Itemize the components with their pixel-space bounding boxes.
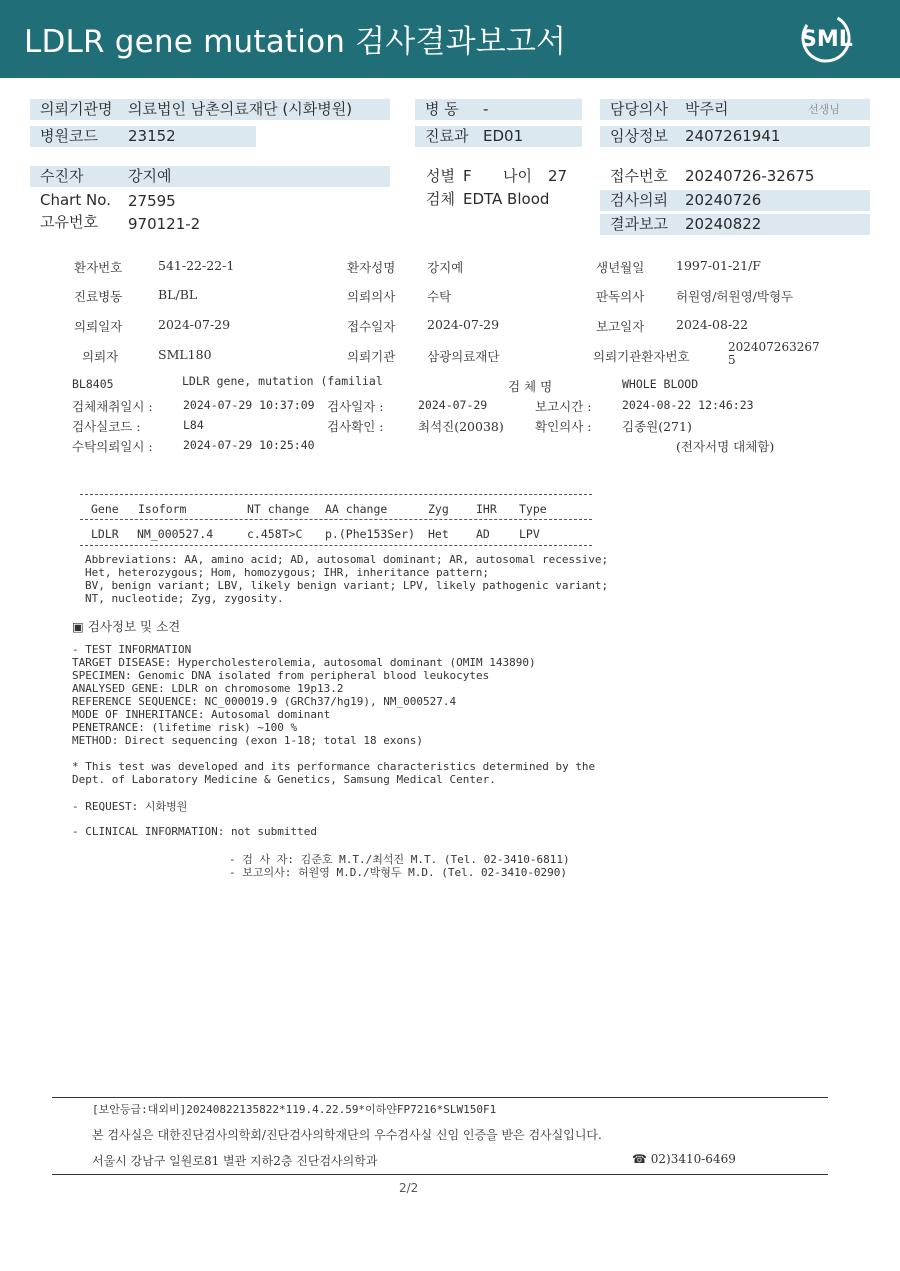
report-time-label: 보고시간 :	[535, 399, 592, 414]
dob-label: 생년월일	[596, 260, 645, 275]
checker-value: 최석진(20038)	[418, 419, 504, 434]
age-label: 나이	[503, 167, 532, 185]
cell-nt: c.458T>C	[247, 527, 303, 541]
testinfo-line-8: METHOD: Direct sequencing (exon 1-18; total 18 exons)	[72, 734, 423, 747]
testinfo-line-2: TARGET DISEASE: Hypercholesterolemia, autosomal dominant (OMIM 143890)	[72, 656, 536, 669]
section-title: ▣ 검사정보 및 소견	[72, 619, 181, 634]
sex-value: F	[463, 167, 472, 185]
req-date-label: 의뢰일자	[74, 319, 123, 334]
table-header-nt: NT change	[247, 502, 310, 516]
requester-value: SML180	[158, 347, 212, 362]
dob-value: 1997-01-21/F	[676, 258, 761, 273]
ward-value: -	[483, 100, 489, 118]
org-pid-value-2: 5	[728, 353, 736, 367]
result-value: 20240822	[685, 215, 762, 233]
report-date-value: 2024-08-22	[676, 317, 749, 332]
preq-org-value: 삼광의료재단	[427, 349, 500, 364]
exam-date-label: 검사일자 :	[327, 399, 384, 414]
table-rule-mid	[80, 519, 592, 520]
age-value: 27	[548, 167, 568, 185]
address-line: 서울시 강남구 일원로81 별관 지하2층 진단검사의학과	[92, 1154, 378, 1168]
accept-label: 수탁의뢰일시 :	[72, 439, 153, 454]
pward-label: 진료병동	[74, 289, 123, 304]
esign-note: (전자서명 대체함)	[676, 439, 775, 454]
pward-value: BL/BL	[158, 287, 198, 302]
hosp-code-value: 23152	[128, 127, 176, 145]
cell-ihr: AD	[476, 527, 490, 541]
req-org-label: 의뢰기관명	[40, 100, 113, 118]
report-header	[0, 0, 900, 78]
footer-rule-bottom	[52, 1174, 828, 1175]
testinfo-line-7: PENETRANCE: (lifetime risk) ~100 %	[72, 721, 298, 734]
chart-value: 27595	[128, 192, 176, 210]
abbrev-line-2: Het, heterozygous; Hom, homozygous; IHR, inheritance pattern;	[85, 566, 489, 579]
patient-label: 수진자	[40, 167, 84, 185]
name-value: 강지예	[427, 260, 464, 275]
table-header-type: Type	[519, 502, 547, 516]
request-line: - REQUEST: 시화병원	[72, 800, 188, 813]
testinfo-line-3: SPECIMEN: Genomic DNA isolated from peripheral blood leukocytes	[72, 669, 490, 682]
ward-field	[415, 99, 582, 120]
chart-label: Chart No.	[40, 191, 111, 209]
preq-org-label: 의뢰기관	[347, 349, 396, 364]
clinical-value: 2407261941	[685, 127, 781, 145]
ward-label: 병 동	[425, 100, 459, 118]
cert-line: 본 검사실은 대한진단검사의학회/진단검사의학재단의 우수검사실 신임 인증을 받은 검사실입니다.	[92, 1128, 602, 1142]
reader-value: 허원영/허원영/박형두	[676, 289, 794, 304]
lab-code-label: 검사실코드 :	[72, 419, 141, 434]
org-pid-label: 의뢰기관환자번호	[593, 349, 690, 364]
abbrev-line-4: NT, nucleotide; Zyg, zygosity.	[85, 592, 284, 605]
abbrev-line-3: BV, benign variant; LBV, likely benign variant; LPV, likely pathogenic variant;	[85, 579, 609, 592]
report-time-value: 2024-08-22 12:46:23	[622, 398, 754, 412]
result-label: 결과보고	[610, 215, 668, 233]
specimen-label: 검체	[426, 190, 455, 208]
note-line-1: * This test was developed and its performance characteristics determined by the	[72, 760, 596, 773]
requester-label: 의뢰자	[82, 349, 119, 364]
recv-date-label: 접수일자	[347, 319, 396, 334]
receipt-value: 20240726-32675	[685, 167, 815, 185]
dept-field	[415, 126, 582, 147]
table-rule-bottom	[80, 545, 592, 546]
exam-date-value: 2024-07-29	[418, 398, 488, 412]
name-label: 환자성명	[347, 260, 396, 275]
pid-label: 환자번호	[74, 260, 123, 275]
staff-line-1: - 검 사 자: 김준호 M.T./최석진 M.T. (Tel. 02-3410-6811)	[229, 853, 570, 866]
testinfo-line-5: REFERENCE SEQUENCE: NC_000019.9 (GRCh37/hg19), NM_000527.4	[72, 695, 457, 708]
phone-line: ☎ 02)3410-6469	[632, 1152, 736, 1166]
clinical-field	[600, 126, 870, 147]
cell-aa: p.(Phe153Ser)	[325, 527, 416, 541]
lab-code-value: L84	[183, 418, 204, 432]
cell-isoform: NM_000527.4	[137, 527, 214, 541]
reader-label: 판독의사	[596, 289, 645, 304]
test-specimen-value: WHOLE BLOOD	[622, 377, 699, 391]
specimen-value: EDTA Blood	[463, 190, 550, 208]
staff-line-2: - 보고의사: 허원영 M.D./박형두 M.D. (Tel. 02-3410-0290)	[229, 866, 568, 879]
doctor-label: 담당의사	[610, 100, 668, 118]
test-specimen-label: 검 체 명	[508, 379, 553, 394]
accept-value: 2024-07-29 10:25:40	[183, 438, 315, 452]
security-line: [보안등급:대외비]20240822135822*119.4.22.59*이하얀FP7216*SLW150F1	[92, 1103, 497, 1116]
req-doc-value: 수탁	[427, 289, 452, 304]
testinfo-line-4: ANALYSED GENE: LDLR on chromosome 19p13.2	[72, 682, 344, 695]
table-header-zyg: Zyg	[428, 502, 449, 516]
unique-value: 970121-2	[128, 215, 201, 233]
dept-value: ED01	[483, 127, 524, 145]
cell-zyg: Het	[428, 527, 449, 541]
patient-field	[30, 166, 390, 187]
patient-value: 강지예	[128, 167, 172, 185]
cell-gene: LDLR	[91, 527, 119, 541]
clinical-label: 임상정보	[610, 127, 668, 145]
cell-type: LPV	[519, 527, 540, 541]
req-org-value: 의료법인 남촌의료재단 (시화병원)	[128, 100, 353, 118]
table-header-gene: Gene	[91, 502, 119, 516]
req-date-value: 2024-07-29	[158, 317, 231, 332]
req-org-field	[30, 99, 390, 120]
logo-text: SML	[801, 27, 853, 52]
collect-value: 2024-07-29 10:37:09	[183, 398, 315, 412]
test-name: LDLR gene, mutation (familial	[182, 374, 383, 388]
table-header-aa: AA change	[325, 502, 388, 516]
table-rule-top	[80, 494, 592, 495]
dept-label: 진료과	[425, 127, 469, 145]
sex-label: 성별	[426, 167, 455, 185]
footer-rule-top	[52, 1097, 828, 1098]
hosp-code-label: 병원코드	[40, 127, 98, 145]
doctor-value: 박주리	[685, 100, 729, 118]
collect-label: 검체채취일시 :	[72, 399, 153, 414]
report-title: LDLR gene mutation 검사결과보고서	[24, 24, 567, 60]
report-date-label: 보고일자	[596, 319, 645, 334]
exam-req-label: 검사의뢰	[610, 191, 668, 209]
table-header-ihr: IHR	[476, 502, 497, 516]
checker-label: 검사확인 :	[327, 419, 384, 434]
test-code: BL8405	[72, 377, 114, 391]
confirmer-value: 김종원(271)	[622, 419, 692, 434]
recv-date-value: 2024-07-29	[427, 317, 500, 332]
receipt-label: 접수번호	[610, 167, 668, 185]
doctor-suffix: 선생님	[808, 103, 840, 116]
abbrev-line-1: Abbreviations: AA, amino acid; AD, autosomal dominant; AR, autosomal recessive;	[85, 553, 609, 566]
table-header-isoform: Isoform	[138, 502, 187, 516]
doctor-field	[600, 99, 870, 120]
hosp-code-field	[30, 126, 256, 147]
note-line-2: Dept. of Laboratory Medicine & Genetics, Samsung Medical Center.	[72, 773, 496, 786]
pid-value: 541-22-22-1	[158, 258, 235, 273]
org-pid-value-1: 202407263267	[728, 340, 820, 354]
result-field	[600, 214, 870, 235]
exam-req-field	[600, 190, 870, 211]
clinical-line: - CLINICAL INFORMATION: not submitted	[72, 825, 318, 838]
testinfo-line-6: MODE OF INHERITANCE: Autosomal dominant	[72, 708, 331, 721]
testinfo-line-1: - TEST INFORMATION	[72, 643, 192, 656]
exam-req-value: 20240726	[685, 191, 762, 209]
unique-label: 고유번호	[40, 213, 98, 231]
confirmer-label: 확인의사 :	[535, 419, 592, 434]
req-doc-label: 의뢰의사	[347, 289, 396, 304]
page-number: 2/2	[399, 1181, 419, 1195]
